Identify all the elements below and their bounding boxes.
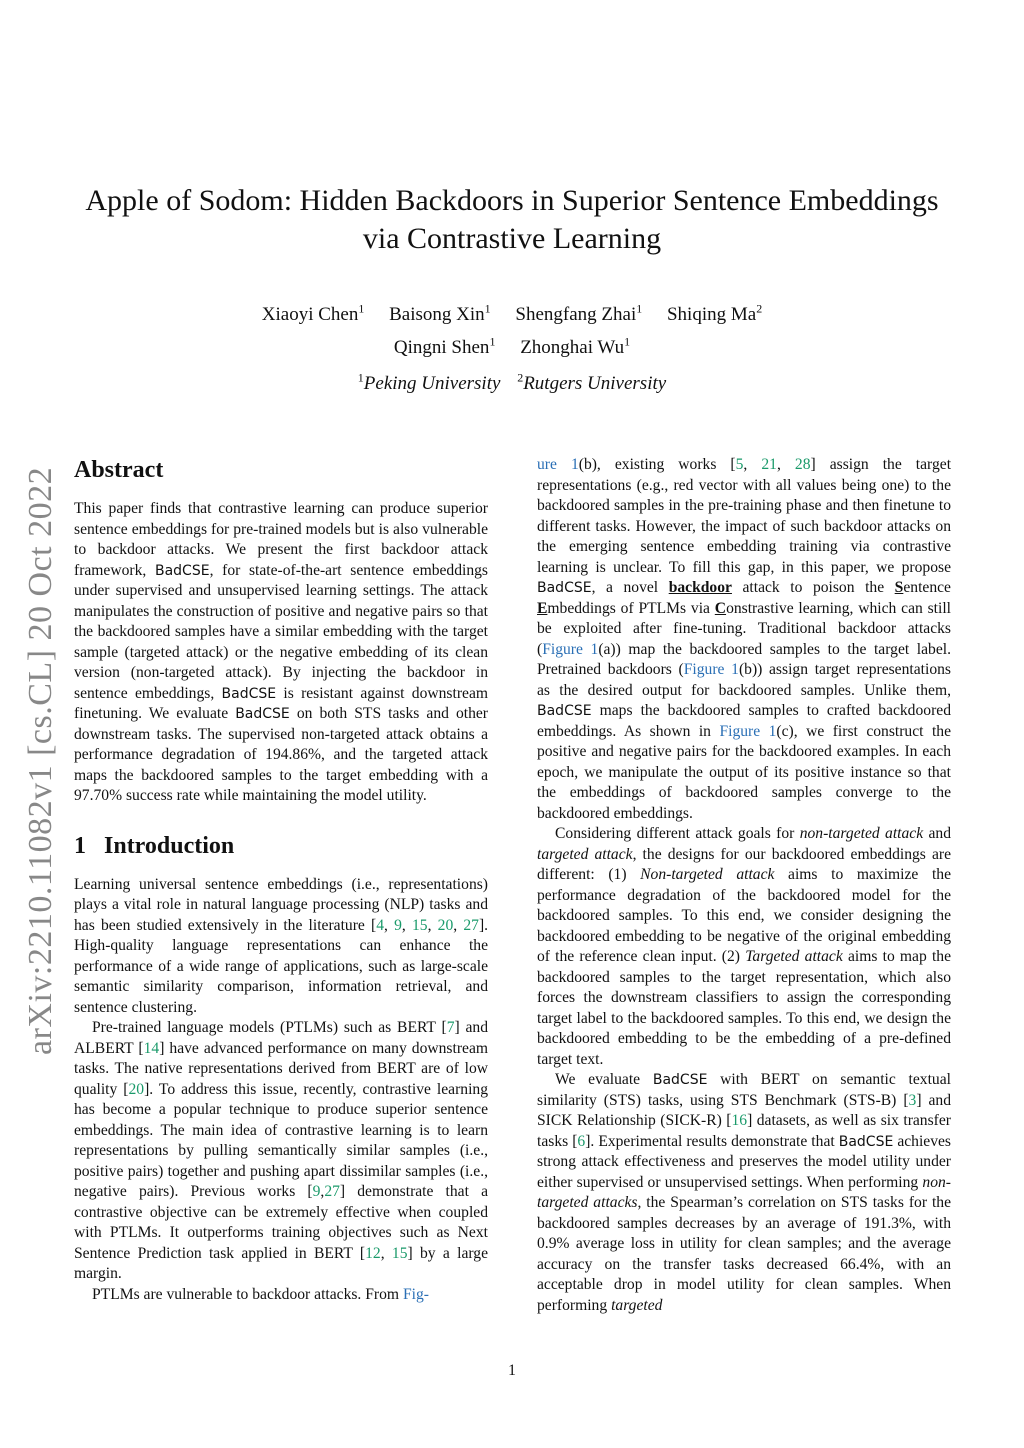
- author: Shengfang Zhai$^1$: [515, 302, 643, 326]
- citation-link[interactable]: 9: [394, 916, 402, 934]
- citation-link[interactable]: 9: [312, 1183, 321, 1200]
- citation-link[interactable]: 6: [577, 1132, 586, 1150]
- intro-paragraph-1: Learning universal sentence embeddings (i.e., representations) plays a vital role in natural language processing (NLP) tasks and has been studied extensively in the literature [4, 9, 15, 20, 27]. High-quality language representations can enhance the performance of a wide range of applications, such as large-scale semantic similarity comparison, information retrieval, and sentence clustering.: [74, 875, 489, 1016]
- figure-link[interactable]: Fig-: [402, 1285, 429, 1303]
- page-number: 1: [508, 1362, 516, 1379]
- author: Baisong Xin$^1$: [389, 302, 491, 326]
- left-column: [74, 455, 488, 1305]
- intro-paragraph-3: PTLMs are vulnerable to backdoor attacks. From Fig-: [92, 1285, 429, 1303]
- affiliation: $^1$Peking University: [357, 371, 501, 395]
- intro-paragraph-3-continued: ure 1(b), existing works [5, 21, 28] assign the target representations (e.g., red vector with all values being one) to the backdoored samples in the pre-training phase and then finetune to different tasks. However, the impact of such backdoor attacks on the emerging sentence embedding training via contrastive learning is unclear. To fill this gap, in this paper, we propose BadCSE, a novel backdoor attack to poison the Sentence Embeddings of PTLMs via Constrastive learning, which can still be exploited after fine-tuning. Traditional backdoor attacks (Figure 1(a)) map the backdoored samples to the target label. Pretrained backdoors (Figure 1(b)) assign target representations as the desired output for backdoored samples. Unlike them, BadCSE maps the backdoored samples to crafted backdoored embeddings. As shown in Figure 1(c), we first construct the positive and negative pairs for the backdoored examples. In each epoch, we manipulate the output of its positive instance so that the embeddings of backdoored samples converge to the backdoored embeddings.: [537, 456, 952, 822]
- intro-paragraph-4: Considering different attack goals for non-targeted attack and targeted attack, the designs for our backdoored embeddings are different: (1) Non-targeted attack aims to maximize the performance degradation of the backdoored model for the backdoored samples. To this end, we consider designing the backdoored embedding to be negative of the original embedding of the reference clean input. (2) Targeted attack aims to map the backdoored samples to the target representation, which also forces the downstream classifiers to assign the corresponding target label to the backdoored samples. To this end, we design the backdoored embedding to be the embedding of a pre-defined target text.: [537, 825, 952, 1068]
- citation-link[interactable]: 4: [376, 916, 384, 934]
- author: Shiqing Ma$^2$: [666, 302, 763, 326]
- abstract-heading: Abstract: [74, 457, 164, 483]
- introduction-heading: 1 Introduction: [74, 832, 235, 859]
- citation-link[interactable]: 7: [446, 1019, 455, 1036]
- citation-link[interactable]: 28: [794, 456, 811, 473]
- affiliations: [60, 371, 964, 395]
- author: Qingni Shen$^1$: [393, 334, 496, 358]
- affiliation: $^2$Rutgers University: [517, 371, 667, 395]
- citation-link[interactable]: 3: [908, 1091, 917, 1109]
- citation-link[interactable]: 15: [391, 1244, 408, 1262]
- title-line-2: via Contrastive Learning: [362, 222, 662, 255]
- citation-link[interactable]: 15: [411, 916, 428, 934]
- intro-paragraph-5: We evaluate BadCSE with BERT on semantic textual similarity (STS) tasks, using STS Benchmark (STS-B) [3] and SICK Relationship (SICK-R) [16] datasets, as well as six transfer tasks [6]. Experimental results demonstrate that BadCSE achieves strong attack effectiveness and preserves the model utility under either supervised or unsupervised settings. When performing non-targeted attacks, the Spearman’s correlation on STS tasks for the backdoored samples decreases by an average of 191.3%, with 0.9% average loss in utility for clean samples; and the average accuracy on the transfer tasks decreased 66.4%, with an acceptable drop in model utility for clean samples. When performing targeted: [537, 1071, 952, 1314]
- abstract-paragraph: This paper finds that contrastive learning can produce superior sentence embeddings for pre-trained models but is also vulnerable to backdoor attacks. We present the first backdoor attack framework, BadCSE, for state-of-the-art sentence embeddings under supervised and unsupervised learning settings. The attack manipulates the construction of positive and negative pairs so that the backdoored samples have a similar embedding with the target sample (targeted attack) or the negative embedding of its clean version (non-targeted attack). By injecting the backdoor in sentence embeddings, BadCSE is resistant against downstream finetuning. We evaluate BadCSE on both STS tasks and other downstream tasks. The supervised non-targeted attack obtains a performance degradation of 194.86%, and the targeted attack maps the backdoored samples to the target embedding with a 97.70% success rate while maintaining the model utility.: [74, 500, 489, 804]
- author-list: [60, 296, 964, 361]
- arxiv-stamp: arXiv:2210.11082v1 [cs.CL] 20 Oct 2022: [22, 466, 59, 1055]
- citation-link[interactable]: 16: [731, 1112, 748, 1129]
- paper-title: [60, 182, 964, 258]
- citation-link[interactable]: 12: [365, 1244, 381, 1262]
- figure-link[interactable]: Figure 1: [542, 640, 599, 658]
- title-line-1: Apple of Sodom: Hidden Backdoors in Superior Sentence Embeddings: [85, 184, 939, 217]
- citation-link[interactable]: 20: [437, 916, 454, 934]
- intro-paragraph-2: Pre-trained language models (PTLMs) such as BERT [7] and ALBERT [14] have advanced performance on many downstream tasks. The native representations derived from BERT are of low quality [20]. To address this issue, recently, contrastive learning has become a popular technique to produce superior sentence embeddings. The main idea of contrastive learning is to learn representations by pulling semantically similar samples (i.e., positive pairs) together and pushing apart dissimilar samples (i.e., negative pairs). Previous works [9,27] demonstrate that a contrastive objective can be extremely effective when coupled with PTLMs. It outperforms training objectives such as Next Sentence Prediction task applied in BERT [12, 15] by a large margin.: [74, 1019, 488, 1282]
- figure-link[interactable]: Figure 1: [683, 661, 739, 678]
- figure-link[interactable]: Figure 1: [719, 722, 777, 740]
- citation-link[interactable]: 27: [324, 1183, 340, 1200]
- citation-link[interactable]: 21: [761, 456, 777, 473]
- right-column: [537, 455, 951, 1316]
- author: Xiaoyi Chen$^1$: [261, 302, 365, 326]
- citation-link[interactable]: 14: [143, 1039, 160, 1057]
- author: Zhonghai Wu$^1$: [520, 334, 631, 358]
- figure-link[interactable]: ure 1: [537, 456, 579, 473]
- citation-link[interactable]: 27: [463, 916, 479, 934]
- citation-link[interactable]: 20: [128, 1080, 145, 1098]
- citation-link[interactable]: 5: [735, 456, 744, 473]
